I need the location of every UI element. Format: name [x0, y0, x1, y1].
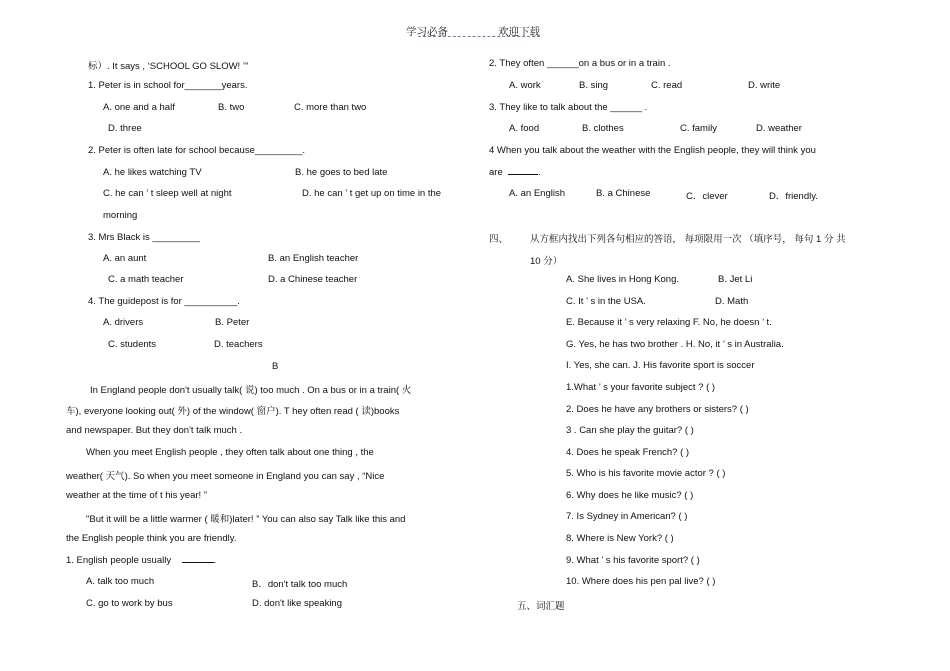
passage-b-line-3: and newspaper. But they don't talk much .	[66, 425, 243, 436]
q3-option-c: C. a math teacher	[108, 274, 184, 285]
header-right: 欢迎下载	[498, 26, 540, 38]
answer-box-a: A. She lives in Hong Kong.	[566, 274, 680, 285]
passage-b-line-8: the English people think you are friendly.	[66, 533, 237, 544]
r-q3-option-a: A. food	[509, 123, 540, 134]
r-q3-option-d: D. weather	[756, 123, 802, 134]
r-question-3: 3. They like to talk about the ______ .	[489, 102, 648, 113]
r-question-4: 4 When you talk about the weather with the English people, they will think you	[489, 145, 816, 156]
r-q3-option-c: C. family	[680, 123, 717, 134]
q1-option-d: D. three	[108, 123, 142, 134]
r-q2-option-b: B. sing	[579, 80, 609, 91]
passage-b-line-2: 车), everyone looking out( 外) of the window( 窗户). T hey often read ( 读)books	[66, 406, 400, 417]
r-q4-option-a: A. an English	[509, 188, 565, 199]
match-question-4: 4. Does he speak French? ( )	[566, 447, 690, 458]
r-question-2: 2. They often ______on a bus or in a train .	[489, 58, 671, 69]
q4-option-c: C. students	[108, 339, 157, 350]
r-q4-option-b: B. a Chinese	[596, 188, 651, 199]
section-4-title-cont: 10 分）	[530, 256, 563, 267]
q1-option-c: C. more than two	[294, 102, 367, 113]
match-question-7: 7. Is Sydney in American? ( )	[566, 511, 688, 522]
match-question-5: 5. Who is his favorite movie actor ? ( )	[566, 468, 726, 479]
b-question-1: 1. English people usually .	[66, 555, 217, 566]
q1-option-b: B. two	[218, 102, 245, 113]
match-question-6: 6. Why does he like music? ( )	[566, 490, 694, 501]
answer-box-ij: I. Yes, she can. J. His favorite sport is soccer	[566, 360, 755, 371]
question-2: 2. Peter is often late for school because_________.	[88, 145, 306, 156]
answer-box-gh: G. Yes, he has two brother . H. No, it ’ s in Australia.	[566, 339, 784, 350]
r-q4-option-c: C．clever	[686, 191, 728, 202]
q4-option-b: B. Peter	[215, 317, 250, 328]
answer-box-d: D. Math	[715, 296, 749, 307]
r-q4-option-d: D．friendly.	[769, 191, 818, 202]
answer-blank	[182, 562, 214, 563]
q2-option-d-continued: morning	[103, 210, 138, 221]
r-q3-option-b: B. clothes	[582, 123, 624, 134]
q4-option-a: A. drivers	[103, 317, 144, 328]
r-q2-option-d: D. write	[748, 80, 781, 91]
q3-option-a: A. an aunt	[103, 253, 147, 264]
passage-b-line-1: In England people don't usually talk( 说) too much . On a bus or in a train( 火	[90, 385, 412, 396]
section-4-number: 四、	[489, 234, 509, 245]
q2-option-c: C. he can ’ t sleep well at night	[103, 188, 232, 199]
header-left: 学习必备	[406, 26, 448, 38]
passage-intro-line: 标）. It says , ‘SCHOOL GO SLOW! ’”	[88, 61, 249, 72]
match-question-3: 3 . Can she play the guitar? ( )	[566, 425, 694, 436]
r-q2-option-a: A. work	[509, 80, 541, 91]
b-q1-option-b: B．don't talk too much	[252, 579, 348, 590]
match-question-9: 9. What ’ s his favorite sport? ( )	[566, 555, 700, 566]
q4-option-d: D. teachers	[214, 339, 263, 350]
q1-option-a: A. one and a half	[103, 102, 175, 113]
b-q1-option-c: C. go to work by bus	[86, 598, 173, 609]
match-question-1: 1.What ’ s your favorite subject ? ( )	[566, 382, 716, 393]
passage-b-line-4: When you meet English people , they often talk about one thing , the	[86, 447, 374, 458]
q3-option-b: B. an English teacher	[268, 253, 359, 264]
r-q4-cont-text: are	[489, 167, 503, 178]
passage-b-line-6: weather at the time of t his year! ”	[66, 490, 207, 501]
q2-option-a: A. he likes watching TV	[103, 167, 202, 178]
answer-box-ef: E. Because it ’ s very relaxing F. No, he doesn ’ t.	[566, 317, 772, 328]
q2-option-d: D. he can ’ t get up on time in the	[302, 188, 442, 199]
section-b-heading: B	[272, 361, 279, 372]
r-question-4-continued: are .	[489, 167, 542, 178]
question-1: 1. Peter is in school for_______years.	[88, 80, 248, 91]
q3-option-d: D. a Chinese teacher	[268, 274, 358, 285]
answer-box-b: B. Jet Li	[718, 274, 753, 285]
question-3: 3. Mrs Black is _________	[88, 232, 200, 243]
answer-blank	[508, 174, 538, 175]
question-4: 4. The guidepost is for __________.	[88, 296, 240, 307]
section-5-heading: 五、词汇题	[517, 601, 565, 612]
section-4-title: 从方框内找出下列各句相应的答语， 每项限用一次 （填序号， 每句 1 分 共	[530, 234, 846, 245]
passage-b-line-7: "But it will be a little warmer ( 暖和)later! ” You can also say Talk like this and	[86, 514, 406, 525]
header-divider	[418, 36, 540, 37]
match-question-8: 8. Where is New York? ( )	[566, 533, 674, 544]
b-q1-option-a: A. talk too much	[86, 576, 155, 587]
match-question-10: 10. Where does his pen pal live? ( )	[566, 576, 716, 587]
answer-box-c: C. It ’ s in the USA.	[566, 296, 646, 307]
match-question-2: 2. Does he have any brothers or sisters? ( )	[566, 404, 749, 415]
b-question-1-text: 1. English people usually	[66, 555, 172, 566]
q2-option-b: B. he goes to bed late	[295, 167, 388, 178]
passage-b-line-5: weather( 天气). So when you meet someone in England you can say , “Nice	[66, 471, 385, 482]
b-q1-option-d: D. don't like speaking	[252, 598, 343, 609]
r-q2-option-c: C. read	[651, 80, 683, 91]
